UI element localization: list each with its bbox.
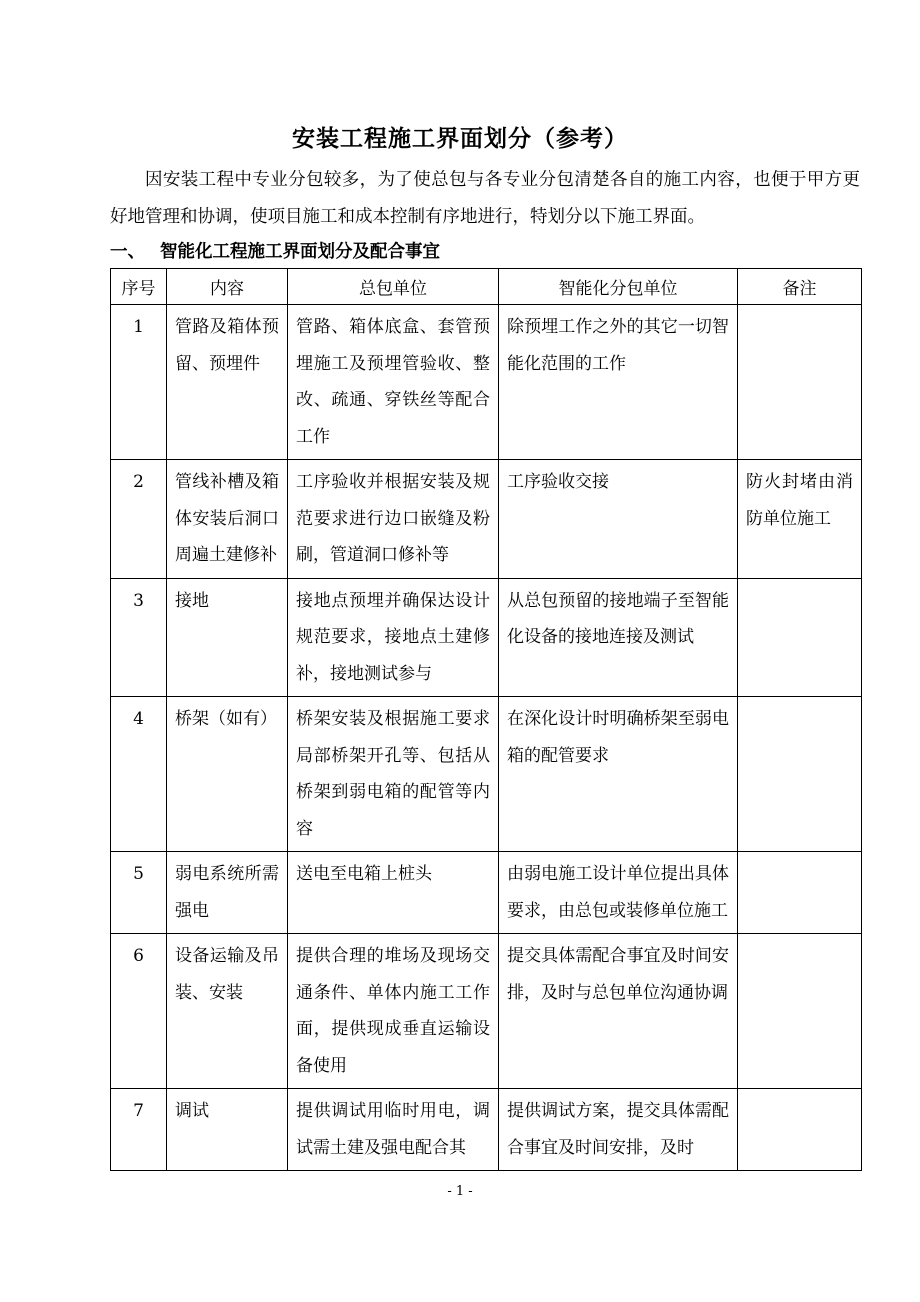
cell-content: 管线补槽及箱体安装后洞口周遍土建修补 — [167, 460, 288, 579]
cell-general-contractor: 提供调试用临时用电，调试需土建及强电配合其 — [288, 1089, 499, 1171]
cell-general-contractor: 桥架安装及根据施工要求局部桥架开孔等、包括从桥架到弱电箱的配管等内容 — [288, 697, 499, 852]
cell-index: 4 — [111, 697, 167, 852]
table-header-row — [111, 269, 862, 305]
table-row — [111, 578, 862, 697]
header-remarks: 备注 — [738, 269, 862, 305]
cell-index: 5 — [111, 852, 167, 934]
cell-subcontractor: 工序验收交接 — [499, 460, 738, 579]
cell-remarks — [738, 852, 862, 934]
header-index: 序号 — [111, 269, 167, 305]
cell-content: 调试 — [167, 1089, 288, 1171]
cell-remarks — [738, 934, 862, 1089]
table-row — [111, 934, 862, 1089]
cell-content: 设备运输及吊装、安装 — [167, 934, 288, 1089]
table-row — [111, 305, 862, 460]
cell-general-contractor: 提供合理的堆场及现场交通条件、单体内施工工作面，提供现成垂直运输设备使用 — [288, 934, 499, 1089]
cell-subcontractor: 在深化设计时明确桥架至弱电箱的配管要求 — [499, 697, 738, 852]
header-content: 内容 — [167, 269, 288, 305]
section-title: 智能化工程施工界面划分及配合事宜 — [160, 242, 440, 262]
cell-general-contractor: 送电至电箱上桩头 — [288, 852, 499, 934]
cell-remarks: 防火封堵由消防单位施工 — [738, 460, 862, 579]
table-row — [111, 697, 862, 852]
cell-index: 6 — [111, 934, 167, 1089]
page-number: - 1 - — [447, 1184, 473, 1199]
intro-paragraph: 因安装工程中专业分包较多，为了使总包与各专业分包清楚各自的施工内容，也便于甲方更好地管理和协调，使项目施工和成本控制有序地进行，特划分以下施工界面。 — [110, 170, 860, 227]
cell-subcontractor: 提交具体需配合事宜及时间安排，及时与总包单位沟通协调 — [499, 934, 738, 1089]
table-row — [111, 460, 862, 579]
section-number: 一、 — [110, 242, 145, 262]
cell-index: 3 — [111, 578, 167, 697]
cell-content: 弱电系统所需强电 — [167, 852, 288, 934]
cell-index: 7 — [111, 1089, 167, 1171]
cell-index: 2 — [111, 460, 167, 579]
cell-general-contractor: 接地点预埋并确保达设计规范要求，接地点土建修补，接地测试参与 — [288, 578, 499, 697]
cell-subcontractor: 提供调试方案，提交具体需配合事宜及时间安排，及时 — [499, 1089, 738, 1171]
cell-remarks — [738, 1089, 862, 1171]
section-heading — [110, 238, 440, 263]
cell-remarks — [738, 578, 862, 697]
table-row — [111, 852, 862, 934]
cell-general-contractor: 工序验收并根据安装及规范要求进行边口嵌缝及粉刷，管道洞口修补等 — [288, 460, 499, 579]
header-general-contractor: 总包单位 — [288, 269, 499, 305]
cell-index: 1 — [111, 305, 167, 460]
cell-general-contractor: 管路、箱体底盒、套管预埋施工及预埋管验收、整改、疏通、穿铁丝等配合工作 — [288, 305, 499, 460]
cell-subcontractor: 由弱电施工设计单位提出具体要求，由总包或装修单位施工 — [499, 852, 738, 934]
cell-remarks — [738, 697, 862, 852]
header-intelligent-subcontractor: 智能化分包单位 — [499, 269, 738, 305]
cell-subcontractor: 从总包预留的接地端子至智能化设备的接地连接及测试 — [499, 578, 738, 697]
interface-table — [110, 268, 862, 1171]
table-row — [111, 1089, 862, 1171]
cell-content: 管路及箱体预留、预埋件 — [167, 305, 288, 460]
document-title: 安装工程施工界面划分（参考） — [292, 125, 628, 152]
cell-content: 桥架（如有） — [167, 697, 288, 852]
cell-content: 接地 — [167, 578, 288, 697]
cell-remarks — [738, 305, 862, 460]
cell-subcontractor: 除预埋工作之外的其它一切智能化范围的工作 — [499, 305, 738, 460]
